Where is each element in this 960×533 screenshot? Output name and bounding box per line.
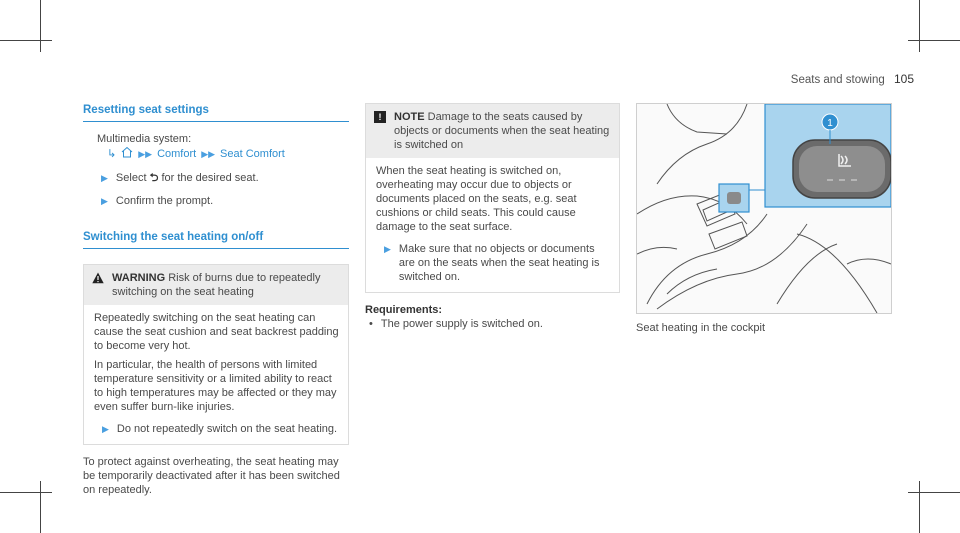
requirement-text: The power supply is switched on.	[380, 318, 543, 330]
warning-label: WARNING	[112, 272, 166, 284]
step-arrow-icon: ▶	[101, 196, 108, 206]
warning-body	[84, 305, 348, 444]
requirements-title: Requirements:	[365, 304, 443, 316]
step-select	[83, 171, 349, 185]
bullet: •	[369, 318, 373, 330]
warning-paragraph: In particular, the health of persons with limited temperature sensitivity or a limited ability to react to high temperatures may be affected or they may even suffer burn-like injuries.	[94, 359, 337, 413]
step-confirm-text: Confirm the prompt.	[115, 195, 214, 207]
header-section: Seats and stowing	[790, 74, 885, 86]
exclamation-icon: !	[374, 111, 386, 123]
note-step-text: Make sure that no objects or documents are on the seats when the seat heating is switched on.	[398, 243, 600, 283]
step-select-text: Select	[115, 172, 147, 184]
warning-header	[84, 265, 348, 305]
seat-heating-illustration	[637, 104, 891, 313]
overheating-paragraph: To protect against overheating, the seat heating may be temporarily deactivated after it has been switched on repeatedly.	[83, 456, 340, 496]
step-select-tail: for the desired seat.	[161, 172, 259, 184]
callout-number: 1	[827, 118, 833, 129]
note-label: NOTE	[394, 111, 425, 123]
note-body	[366, 158, 619, 292]
warning-step-text: Do not repeatedly switch on the seat heating.	[116, 423, 338, 435]
path-seat-comfort: Seat Comfort	[220, 148, 285, 160]
page-number: 105	[893, 72, 914, 86]
crop-mark	[0, 492, 52, 493]
crop-mark	[919, 481, 920, 533]
figure-caption: Seat heating in the cockpit	[636, 322, 766, 334]
step-arrow-icon: ▶	[384, 244, 391, 254]
crop-mark	[40, 0, 41, 52]
warning-head-text: Risk of burns due to repeatedly switching on the seat heating	[112, 272, 321, 298]
note-step	[376, 242, 611, 284]
crop-mark	[908, 492, 960, 493]
path-comfort: Comfort	[157, 148, 197, 160]
cockpit-figure	[636, 103, 892, 314]
note-box	[365, 103, 620, 293]
warning-paragraph: Repeatedly switching on the seat heating can cause the seat cushion and seat backrest padding to become very hot.	[94, 312, 339, 352]
note-paragraph: When the seat heating is switched on, overheating may occur due to objects or documents placed on the seats, e.g. seat cushions or child seats. This could cause damage to the seat surface.	[376, 165, 577, 233]
crop-mark	[908, 40, 960, 41]
back-arrow-icon: ⮌	[149, 172, 159, 184]
crop-mark	[919, 0, 920, 52]
enter-arrow-icon: ↳	[107, 148, 117, 160]
home-icon	[121, 146, 133, 162]
step-arrow-icon: ▶	[102, 424, 109, 434]
system-label: Multimedia system:	[97, 133, 192, 145]
step-arrow-icon: ▶	[101, 173, 108, 183]
menu-path	[83, 146, 349, 162]
section-title-switching: Switching the seat heating on/off	[83, 230, 349, 249]
crop-mark	[40, 481, 41, 533]
column-middle	[365, 103, 620, 331]
section-title-resetting: Resetting seat settings	[83, 103, 349, 122]
note-head-text: Damage to the seats caused by objects or documents when the seat heating is switched on	[394, 111, 610, 151]
running-header	[791, 72, 914, 86]
requirement-item	[365, 317, 620, 331]
warning-step	[94, 422, 340, 436]
crop-mark	[0, 40, 52, 41]
step-confirm	[83, 194, 349, 208]
note-header	[366, 104, 619, 158]
warning-triangle-icon	[92, 272, 104, 284]
double-chevron-icon: ▶▶	[138, 149, 153, 159]
column-left	[83, 103, 349, 497]
warning-box	[83, 264, 349, 445]
double-chevron-icon: ▶▶	[201, 149, 216, 159]
